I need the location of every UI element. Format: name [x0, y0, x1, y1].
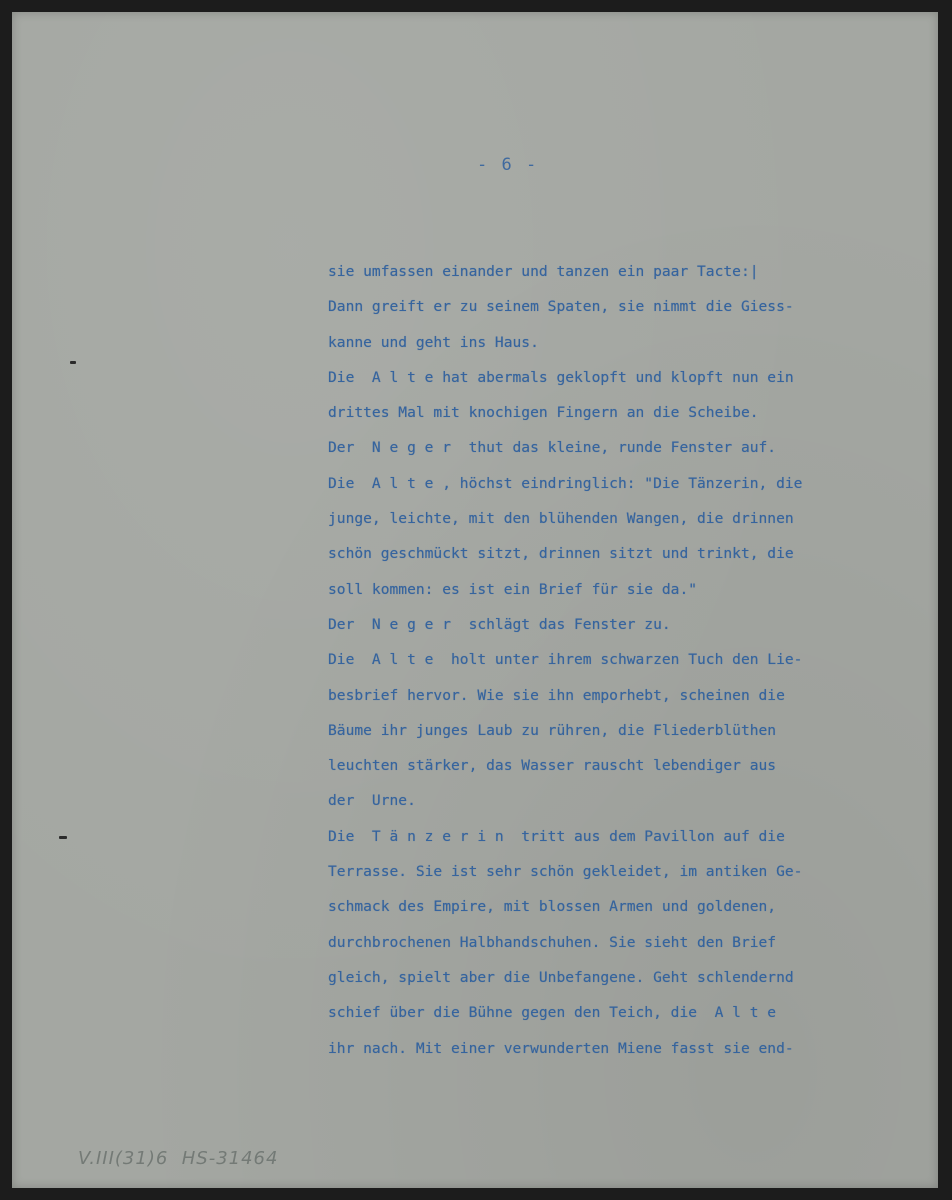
text-line: schmack des Empire, mit blossen Armen und goldenen, [328, 898, 777, 916]
text-line: leuchten stärker, das Wasser rauscht lebendiger aus [328, 757, 777, 775]
text-line: Die A l t e , höchst eindringlich: "Die Tänzerin, die [328, 474, 803, 492]
text-line: Dann greift er zu seinem Spaten, sie nimmt die Giess- [328, 298, 794, 316]
text-line: Der N e g e r schlägt das Fenster zu. [328, 615, 671, 633]
page-number: - 6 - [477, 155, 539, 175]
text-line: ihr nach. Mit einer verwunderten Miene fasst sie end- [328, 1039, 794, 1057]
text-line: durchbrochenen Halbhandschuhen. Sie sieht den Brief [328, 933, 777, 951]
text-line: junge, leichte, mit den blühenden Wangen, die drinnen [328, 510, 794, 528]
text-line: Die T ä n z e r i n tritt aus dem Pavillon auf die [328, 827, 785, 845]
text-line: der Urne. [328, 792, 416, 810]
text-line: gleich, spielt aber die Unbefangene. Geht schlendernd [328, 968, 794, 986]
text-line: Der N e g e r thut das kleine, runde Fenster auf. [328, 439, 777, 457]
document-page [12, 12, 938, 1188]
text-line: soll kommen: es ist ein Brief für sie da." [328, 580, 698, 598]
text-line: sie umfassen einander und tanzen ein paar Tacte:| [328, 263, 759, 280]
text-line: schief über die Bühne gegen den Teich, die A l t e [328, 1004, 777, 1022]
text-line: Terrasse. Sie ist sehr schön gekleidet, im antiken Ge- [328, 863, 803, 881]
text-line: Die A l t e hat abermals geklopft und klopft nun ein [328, 368, 794, 386]
archive-shelfmark: V.III(31)6 HS-31464 [78, 1148, 279, 1169]
typed-text-body [328, 254, 928, 1066]
text-line: Die A l t e holt unter ihrem schwarzen Tuch den Lie- [328, 651, 803, 669]
text-line: besbrief hervor. Wie sie ihn emporhebt, scheinen die [328, 686, 785, 704]
text-line: kanne und geht ins Haus. [328, 333, 539, 351]
text-line: drittes Mal mit knochigen Fingern an die Scheibe. [328, 404, 759, 422]
margin-mark [70, 361, 76, 364]
margin-mark [59, 836, 67, 839]
text-line: Bäume ihr junges Laub zu rühren, die Fliederblüthen [328, 721, 777, 739]
text-line: schön geschmückt sitzt, drinnen sitzt und trinkt, die [328, 545, 794, 563]
